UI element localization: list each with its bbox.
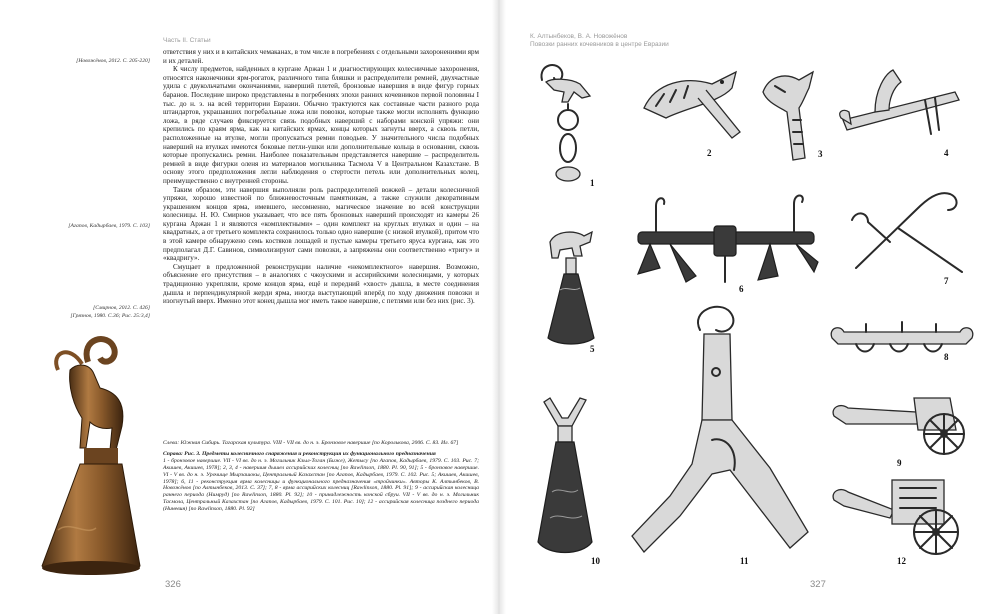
paragraph-2: К числу предметов, найденных в кургане Аржан 1 и диагностирующих колесничные захоронения, относятся наконечники ярм-рогаток, различного типа бляшки и распределители ремней, двухчастные удила с двукольчатыми окончаниями, наверший плетей, бронзовые навершия в виде фигур горных баранов. Последние широко представлены в погребениях эпохи ранних кочевников первой половины I тыс. до н. э. на всей территории Евразии. Обычно трактуются как составные части разного рода штандартов, украшавших погребальные ложа или повозки, которые также могли исполнять функцию ложа, в ряде случаев фиксируется связь подобных наверший с наборами конской упряжи: они крепились по краям ярма, как на китайских ярмах, концы которых загнуты вверх, а сквозь петли, расположенные на втулке, могли пропускаться ремни поводьев. У значительного числа подобных наверший на втулках имеются боковые петли-ушки или дополнительные кольца в основании, сквозь которые пропускались ремни. Наиболее показательным представляется навершие – распределитель ремней в виде фигурки оленя из материалов могильника Тасмола V в Центральном Казахстане. В основу этого предположения легли наблюдения о стертости петель или дополнительных колец, преимущественно с внутренней стороны. [163,65,479,185]
running-head-authors: К. Алтынбеков, В. А. Новожёнов [530,33,628,40]
caption-right [163,451,479,513]
fig-9-assyrian-chariot-drawing [828,390,974,460]
left-page-number: 326 [165,579,181,590]
fig-number-12: 12 [897,556,906,566]
fig-11-drawing [630,300,810,562]
fig-2-drawing [636,62,746,142]
margin-note-1: [Новожёнов, 2012. С. 205-220] [76,58,150,64]
right-running-head [530,33,669,49]
paragraph-4: Смущает в предложенной реконструкции наличие «некомплектного» навершия. Возможно, объяснение его присутствия – в аналогиях с чжоускими и ассирийскими колесницами, у которых традиционно укрепляли, кроме концов ярма, ещё и передний «хвост» дышла, в месте соединения дышла и перпендикулярной жерди ярма, иногда выступающий вперёд по ходу движения повозки и изогнутый вверх. Именно этот конец дышла мог иметь такое навершие, с петлями или без них (рис. 3). [163,262,479,306]
margin-note-4: [Грязнов, 1980. С.36; Рис. 25:3,4] [70,313,150,319]
right-page-number: 327 [810,579,826,590]
fig-number-2: 2 [707,148,712,158]
body-text [163,48,479,306]
fig-1-drawing [530,58,600,188]
fig-7-drawing [846,180,976,280]
caption-left [163,440,479,447]
fig-number-9: 9 [897,458,902,468]
caption-right-body: 1 - бронзовое навершие. VII - VI вв. до н. э. Могильник Кзыл-Тоган (Бижe), Жетысу [по Агапов, Кадырбаев, 1979. С. 103. Рис. 7; Акишев, Акишев, 1978]; 2, 3, 4 - навершия дышел ассирийских колесниц [по Rawlinson, 1880. Pl. 90, 91]; 5 - бронзовое навершие. VI - V вв. до н. э. Урочище Мырзашокы, Центральный Казахстан [по Агапов, Кадырбаев, 1979. С. 102. Рис. 5; Акишев, Акишев, 1978]; 6, 11 - реконструкция ярма колесницы и функционального предназначения «тройчинки». Авторы К. Алтынбеков, В. Новожёнов [по Алтынбеков, 2013. С. 37]; 7, 8 - ярма ассирийских колесниц [Rawlinson, 1880. Pl. 91]; 9 - ассирийская колесница раннего периода (Нимруд) [по Rawlinson, 1880. Pl. 92]; 10 - принадлежность конской сбруи. VII - V вв. до н. э. Могильник Тасмола, Центральный Казахстан [по Агапов, Кадырбаев, 1979. С. 101. Рис. 10]; 12 - ассирийская колесница позднего периода (Ниневия) [по Rawlinson, 1880. Pl. 92] [163,457,479,513]
paragraph-1: ответствия у них и в китайских чемаканах, в том числе в погребениях с отдельными захоронениями ярм и их деталей. [163,48,479,65]
book-gutter [492,0,506,614]
caption-left-text: Слева: Южная Сибирь. Тагарская культура. VIII - VII вв. до н. э. Бронзовое навершие [по Корольковa, 2006. С. 83. Ил. 67] [163,440,459,446]
fig-number-5: 5 [590,344,595,354]
fig-number-10: 10 [591,556,600,566]
caption-right-title: Справа: Рис. 3. Предметы колесничного снаряжения и реконструкция их функционального предназначения [163,450,436,457]
fig-3-drawing [755,62,825,162]
fig-8-drawing [826,316,978,360]
fig-4-drawing [835,60,975,150]
margin-note-2: [Агапов, Кадырбаев, 1979. С. 103] [68,223,150,229]
fig-12-assyrian-chariot-drawing [830,470,976,560]
fig-5-drawing [536,220,606,350]
paragraph-3: Таким образом, эти навершия выполняли роль распределителей вожжей – детали колесничной упряжи, хорошо известной по ближневосточным памятникам, а также служили декоративным украшением концов ярма, имевшего, несомненно, магическое значение во всей конструкции колесницы. Н. Ю. Смирнов указывает, что все пять бронзовых наверший происходят из камеры 26 кургана Аржан 1 и являются «комплектными» – один комплект на круглых втулках и один – на квадратных, а от третьего комплекта сохранилось только одно навершие (с низкой втулкой), притом что в этой камере обнаружено семь костяков лошадей и пустые камеры третьего яруса кургана, как это предполагал Д.Г. Савинов, символизируют сами повозки, а запряжены они соответственно «тригу» и «квадригу». [163,185,479,263]
fig-6-yoke-reconstruction-drawing [630,182,820,292]
fig-number-1: 1 [590,178,595,188]
left-running-head: Часть II. Статьи [163,37,211,44]
fig-number-7: 7 [944,276,949,286]
fig-number-11: 11 [740,556,749,566]
margin-note-3: [Смирнов, 2012. С. 426] [93,305,150,311]
bronze-ram-finial-photo-icon [30,330,155,580]
fig-number-8: 8 [944,352,949,362]
fig-10-drawing [530,392,600,562]
fig-number-4: 4 [944,148,949,158]
fig-number-6: 6 [739,284,744,294]
fig-number-3: 3 [818,149,823,159]
running-head-title: Повозки ранних кочевников в центре Евразии [530,41,669,48]
captions-block [163,440,479,517]
